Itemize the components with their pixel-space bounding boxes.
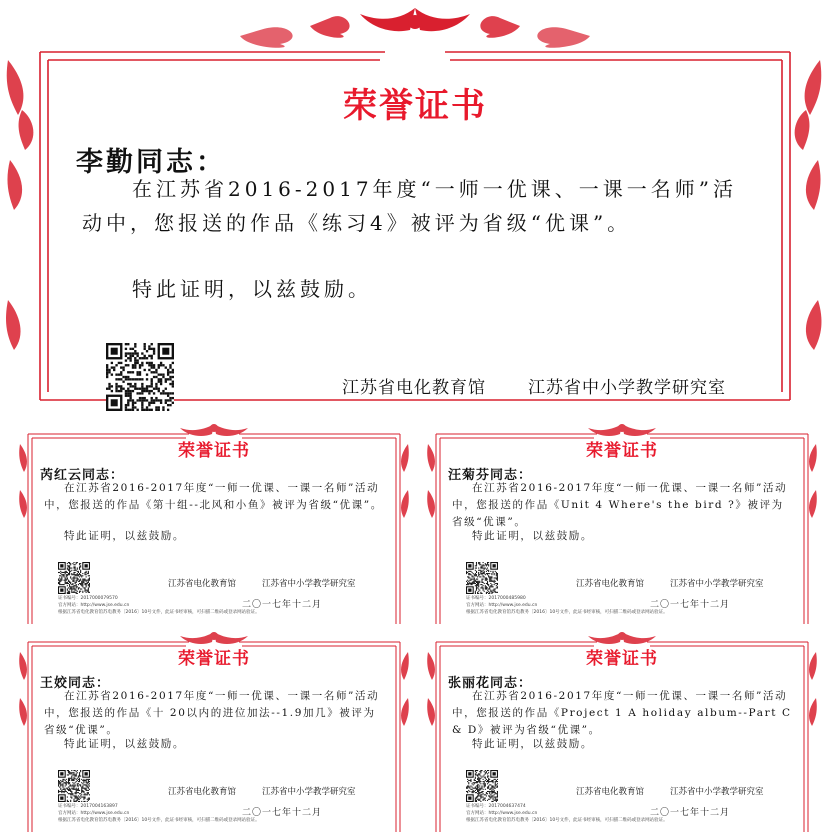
certificate-title: 荣誉证书 — [178, 441, 250, 461]
verification-note: 根据江苏省电化教育馆苏电教务〔2016〕10号文件，此证书经审核，可扫描二维码或登录网站验证。 — [466, 610, 668, 615]
certificate-number: 证书编号：2017004163897 — [58, 804, 118, 809]
issuer-2: 江苏省中小学教学研究室 — [528, 378, 726, 398]
recipient-name: 张丽花同志： — [448, 676, 533, 691]
recipient-name: 汪菊芬同志： — [448, 468, 533, 483]
certificate-small — [18, 628, 410, 836]
issue-date: 二〇一七年十二月 — [650, 808, 731, 818]
issuer-2: 江苏省中小学教学研究室 — [670, 787, 764, 797]
certificate-closing-text: 特此证明，以兹鼓励。 — [64, 530, 185, 542]
certificate-small — [18, 420, 410, 628]
issuer-1: 江苏省电化教育馆 — [576, 787, 645, 797]
certificate-body-text: 在江苏省2016-2017年度“一师一优课、一课一名师”活动中，您报送的作品《第十组--北风和小鱼》被评为省级“优课”。 — [44, 482, 383, 511]
official-website: 官方网站：http://www.jse.edu.cn — [58, 603, 130, 608]
official-website: 官方网站：http://www.jse.edu.cn — [466, 811, 538, 816]
issuer-1: 江苏省电化教育馆 — [168, 579, 237, 589]
certificate-number: 证书编号：2017000485980 — [466, 596, 526, 601]
issuer-2: 江苏省中小学教学研究室 — [262, 579, 356, 589]
certificate-title: 荣誉证书 — [586, 441, 658, 461]
issuer-1: 江苏省电化教育馆 — [168, 787, 237, 797]
certificate-title: 荣誉证书 — [178, 649, 250, 669]
qr-code-icon — [58, 562, 90, 594]
certificate-number: 证书编号：2017000079570 — [58, 596, 118, 601]
qr-code-icon — [466, 770, 498, 802]
verification-note: 根据江苏省电化教育馆苏电教务〔2016〕10号文件，此证书经审核，可扫描二维码或登录网站验证。 — [58, 610, 260, 615]
certificate-closing-text: 特此证明，以兹鼓励。 — [64, 738, 185, 750]
certificate-number: 证书编号：2017004637474 — [466, 804, 526, 809]
issue-date: 二〇一七年十二月 — [650, 600, 731, 610]
certificate-body — [44, 688, 384, 739]
issuer-1: 江苏省电化教育馆 — [576, 579, 645, 589]
certificate-closing-text: 特此证明，以兹鼓励。 — [472, 738, 593, 750]
certificate-body — [452, 480, 792, 531]
qr-code-icon — [58, 770, 90, 802]
certificate-closing-text: 特此证明，以兹鼓励。 — [472, 530, 593, 542]
certificate-body — [452, 688, 792, 739]
official-website: 官方网站：http://www.jse.edu.cn — [466, 603, 538, 608]
certificate-body-text: 在江苏省2016-2017年度“一师一优课、一课一名师”活动中，您报送的作品《十 20以内的进位加法--1.9加几》被评为省级“优课”。 — [44, 690, 380, 736]
certificate-body — [44, 480, 384, 514]
certificate-body — [82, 172, 742, 240]
certificate-small — [426, 628, 818, 836]
certificate-title: 荣誉证书 — [586, 649, 658, 669]
recipient-name: 王姣同志： — [40, 676, 111, 691]
certificate-closing — [132, 274, 372, 305]
qr-code-icon — [466, 562, 498, 594]
issuer-1: 江苏省电化教育馆 — [342, 378, 486, 398]
certificate-closing — [64, 528, 185, 544]
certificate-title: 荣誉证书 — [343, 86, 487, 126]
certificate-body-text: 在江苏省2016-2017年度“一师一优课、一课一名师”活动中，您报送的作品《Project 1 A holiday album--Part C & D》被评为省级“优课”。 — [452, 690, 792, 736]
certificate-closing — [472, 736, 593, 752]
qr-code-icon — [106, 343, 174, 411]
issuer-2: 江苏省中小学教学研究室 — [262, 787, 356, 797]
certificate-closing — [64, 736, 185, 752]
verification-note: 根据江苏省电化教育馆苏电教务〔2016〕10号文件，此证书经审核，可扫描二维码或登录网站验证。 — [466, 818, 668, 823]
issue-date: 二〇一七年十二月 — [242, 600, 323, 610]
issuer-2: 江苏省中小学教学研究室 — [670, 579, 764, 589]
certificate-small — [426, 420, 818, 628]
certificate-body-text: 在江苏省2016-2017年度“一师一优课、一课一名师”活动中，您报送的作品《Unit 4 Where's the bird ?》被评为省级“优课”。 — [452, 482, 788, 528]
certificate-closing — [472, 528, 593, 544]
verification-note: 根据江苏省电化教育馆苏电教务〔2016〕10号文件，此证书经审核，可扫描二维码或登录网站验证。 — [58, 818, 260, 823]
certificate-closing-text: 特此证明，以兹鼓励。 — [132, 277, 372, 301]
official-website: 官方网站：http://www.jse.edu.cn — [58, 811, 130, 816]
issue-date: 二〇一七年十二月 — [242, 808, 323, 818]
recipient-name: 芮红云同志： — [40, 468, 125, 483]
certificate-body-text: 在江苏省2016-2017年度“一师一优课、一课一名师”活动中，您报送的作品《练习4》被评为省级“优课”。 — [82, 177, 738, 235]
recipient-name: 李勤同志： — [76, 147, 226, 178]
